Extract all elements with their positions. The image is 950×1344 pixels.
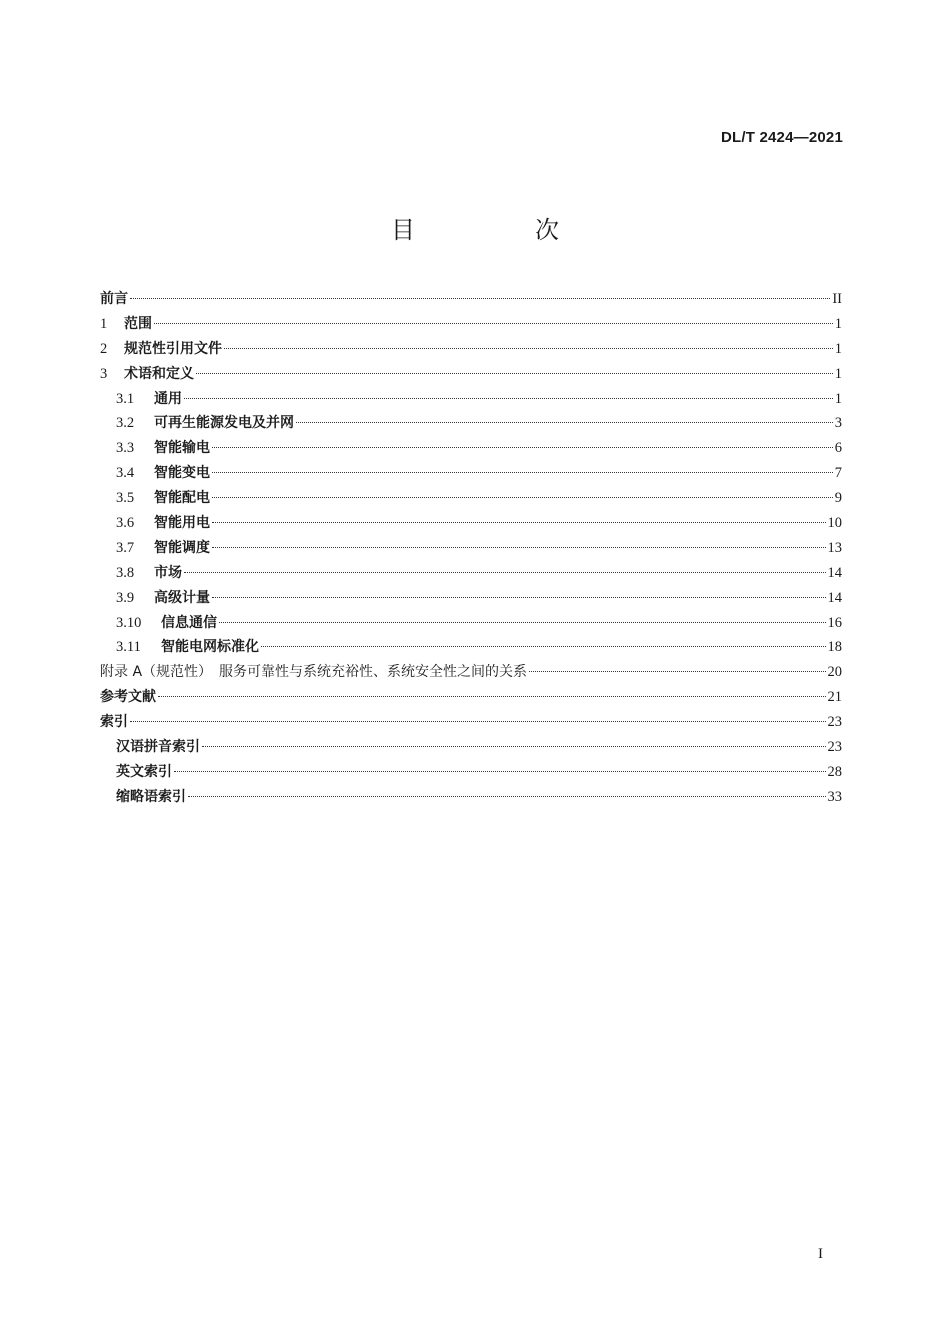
toc-entry-label: 可再生能源发电及并网 xyxy=(154,415,294,432)
toc-dot-leader xyxy=(174,771,826,772)
toc-dot-leader xyxy=(130,721,826,722)
toc-entry-page: 6 xyxy=(834,440,842,457)
toc-dot-leader xyxy=(154,323,833,324)
toc-dot-leader xyxy=(212,522,826,523)
toc-entry[interactable] xyxy=(100,287,842,312)
toc-entry-page: 10 xyxy=(827,515,842,532)
toc-entry[interactable] xyxy=(100,337,842,362)
toc-entry[interactable] xyxy=(100,586,842,611)
toc-entry-label: 信息通信 xyxy=(161,614,217,631)
toc-entry-label: 规范性引用文件 xyxy=(124,340,222,357)
toc-dot-leader xyxy=(224,348,833,349)
toc-entry-page: 21 xyxy=(827,689,842,706)
toc-entry-number: 3.9 xyxy=(116,589,135,606)
toc-entry-number: 3.3 xyxy=(116,440,135,457)
toc-entry[interactable] xyxy=(100,461,842,486)
toc-dot-leader xyxy=(202,746,826,747)
toc-entry[interactable] xyxy=(100,660,842,685)
toc-entry-label: 汉语拼音索引 xyxy=(116,739,200,756)
document-code: DL/T 2424—2021 xyxy=(720,129,843,146)
toc-entry-label: 英文索引 xyxy=(116,763,172,780)
toc-entry-label: 参考文献 xyxy=(100,689,156,706)
toc-entry-number: 3.8 xyxy=(116,564,135,581)
toc-entry-page: 1 xyxy=(834,365,842,382)
toc-entry[interactable] xyxy=(100,760,842,785)
toc-entry[interactable] xyxy=(100,411,842,436)
toc-entry[interactable] xyxy=(100,362,842,387)
toc-entry-number: 3 xyxy=(100,365,108,382)
page-number: I xyxy=(818,1246,823,1262)
toc-entry-label: 市场 xyxy=(154,564,182,581)
toc-entry-label: 术语和定义 xyxy=(124,365,194,382)
toc-entry-label: 缩略语索引 xyxy=(116,788,186,805)
toc-entry-page: 20 xyxy=(827,664,842,681)
toc-entry[interactable] xyxy=(100,735,842,760)
toc-entry-label: 附录 A（规范性） 服务可靠性与系统充裕性、系统安全性之间的关系 xyxy=(100,664,528,681)
toc-entry-number: 3.4 xyxy=(116,465,135,482)
toc-dot-leader xyxy=(219,622,826,623)
toc-entry-label: 范围 xyxy=(124,315,152,332)
toc-dot-leader xyxy=(212,597,826,598)
toc-dot-leader xyxy=(212,497,833,498)
toc-entry-page: 7 xyxy=(834,465,842,482)
toc-entry-number: 1 xyxy=(100,315,108,332)
toc-entry-number: 3.6 xyxy=(116,515,135,532)
toc-dot-leader xyxy=(212,447,833,448)
toc-entry-number: 3.1 xyxy=(116,390,135,407)
toc-dot-leader xyxy=(212,547,826,548)
toc-entry-page: 1 xyxy=(834,315,842,332)
toc-dot-leader xyxy=(529,671,825,672)
table-of-contents xyxy=(100,287,842,810)
toc-entry[interactable] xyxy=(100,536,842,561)
toc-entry[interactable] xyxy=(100,511,842,536)
toc-entry-page: 18 xyxy=(827,639,842,656)
toc-dot-leader xyxy=(158,696,826,697)
toc-entry-page: 3 xyxy=(834,415,842,432)
toc-entry-label: 智能用电 xyxy=(154,515,210,532)
toc-entry-label: 索引 xyxy=(100,714,128,731)
toc-dot-leader xyxy=(130,298,830,299)
toc-entry-label: 智能电网标准化 xyxy=(161,639,259,656)
toc-entry[interactable] xyxy=(100,436,842,461)
toc-dot-leader xyxy=(184,398,833,399)
toc-entry-label: 高级计量 xyxy=(154,589,210,606)
toc-entry-page: 14 xyxy=(827,564,842,581)
toc-entry-page: II xyxy=(832,291,842,307)
toc-entry-number: 3.11 xyxy=(116,639,141,656)
toc-dot-leader xyxy=(261,646,826,647)
toc-entry[interactable] xyxy=(100,611,842,636)
toc-entry-number: 3.5 xyxy=(116,490,135,507)
toc-entry-page: 1 xyxy=(834,340,842,357)
toc-entry[interactable] xyxy=(100,635,842,660)
toc-entry-page: 9 xyxy=(834,490,842,507)
toc-entry[interactable] xyxy=(100,486,842,511)
toc-entry-page: 33 xyxy=(827,788,842,805)
toc-entry-label: 智能调度 xyxy=(154,539,210,556)
toc-entry-label: 智能配电 xyxy=(154,490,210,507)
toc-entry-number: 3.2 xyxy=(116,415,135,432)
toc-entry-page: 16 xyxy=(827,614,842,631)
toc-entry-number: 3.10 xyxy=(116,614,142,631)
toc-entry-label: 智能变电 xyxy=(154,465,210,482)
toc-entry[interactable] xyxy=(100,710,842,735)
toc-entry-page: 14 xyxy=(827,589,842,606)
page-title: 目 次 xyxy=(391,216,607,244)
toc-entry[interactable] xyxy=(100,312,842,337)
toc-entry-label: 通用 xyxy=(154,390,182,407)
toc-dot-leader xyxy=(196,373,833,374)
toc-entry-page: 13 xyxy=(827,539,842,556)
toc-dot-leader xyxy=(296,422,833,423)
toc-entry-label: 智能输电 xyxy=(154,440,210,457)
toc-entry-number: 3.7 xyxy=(116,539,135,556)
toc-entry-page: 1 xyxy=(834,390,842,407)
toc-dot-leader xyxy=(212,472,833,473)
toc-entry[interactable] xyxy=(100,785,842,810)
toc-entry-page: 23 xyxy=(827,739,842,756)
toc-entry-number: 2 xyxy=(100,340,108,357)
toc-entry[interactable] xyxy=(100,387,842,412)
toc-entry[interactable] xyxy=(100,685,842,710)
toc-entry-page: 23 xyxy=(827,714,842,731)
toc-entry-page: 28 xyxy=(827,763,842,780)
toc-dot-leader xyxy=(188,796,826,797)
toc-dot-leader xyxy=(184,572,826,573)
toc-entry-label: 前言 xyxy=(100,291,128,307)
toc-entry[interactable] xyxy=(100,561,842,586)
